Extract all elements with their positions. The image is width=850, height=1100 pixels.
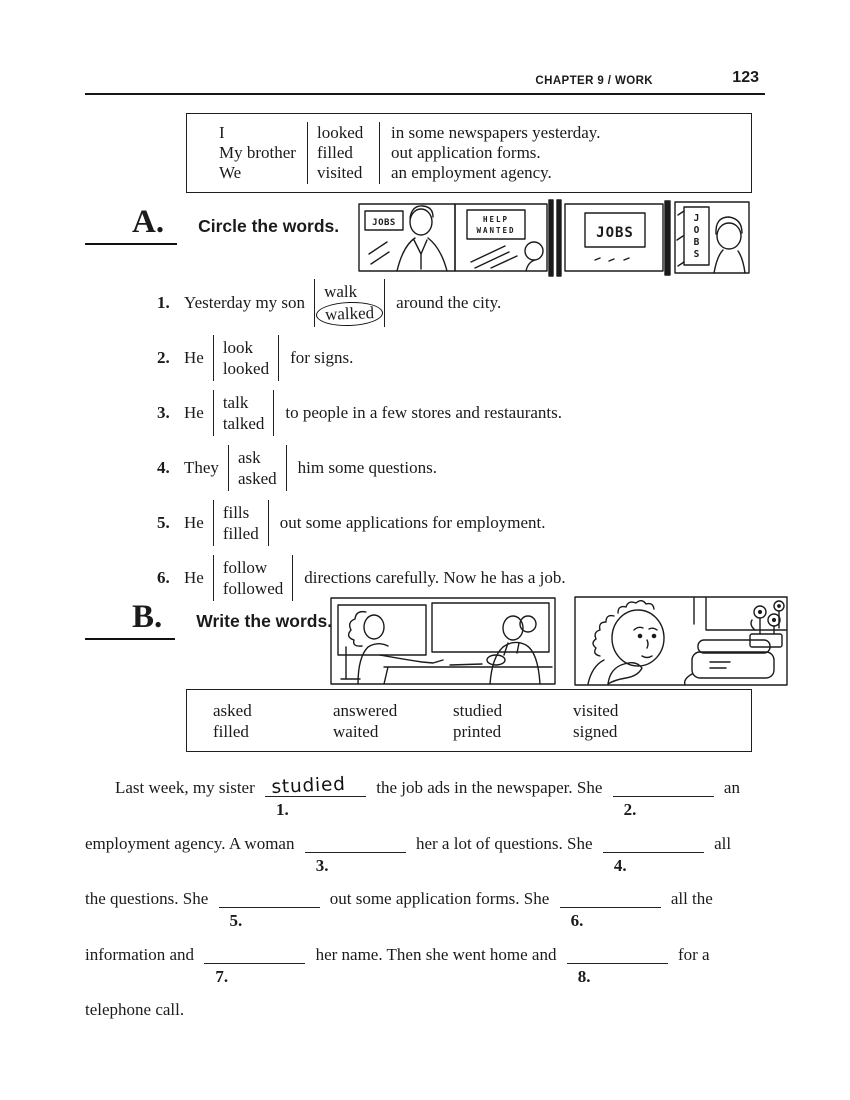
item-number: 1. [157,293,170,312]
example-subject: We [219,163,242,182]
choice-word-top[interactable]: fills [222,503,250,522]
word-bank-word: printed [453,721,502,741]
woman-curly-hair-side [593,616,614,656]
example-verb: looked [317,123,364,142]
blank-number: 5. [229,911,243,930]
window [432,603,549,652]
item-text-after: him some questions. [297,458,437,477]
choice-word-bottom[interactable]: filled [222,524,259,543]
item-text-after: out some applications for employment. [279,513,546,532]
woman-head [717,223,741,249]
word-bank-column-3 [453,700,573,742]
handwritten-answer: studied [271,773,347,799]
fill-blank-3[interactable] [305,835,406,875]
choice-word-top[interactable]: ask [237,448,261,467]
item-text-after: around the city. [396,293,502,312]
paper-on-desk [450,664,482,665]
section-a-title: Circle the words. [198,216,340,236]
window-reflection-lines [369,242,389,264]
section-a-letter: A. [132,204,165,240]
word-choice-box [213,555,293,601]
example-predicate: out application forms. [391,143,541,162]
section-a-heading [85,206,339,245]
story-text: an [723,778,740,797]
story-text: Last week, my sister [115,778,255,797]
blank-number: 1. [276,800,289,819]
fill-blank-5[interactable] [219,890,320,930]
example-predicates-column [380,123,600,183]
door-frame-bar [549,200,553,276]
onlooker-shoulder [526,260,535,271]
story-text: out some application forms. She [329,889,550,908]
man-head [410,209,432,235]
help-sign-text: HELP [482,215,510,224]
example-predicate: in some newspapers yesterday. [391,123,601,142]
flower-center [778,605,780,607]
word-choice-box [213,335,279,381]
word-bank-word: filled [213,721,249,741]
onlooker-head [525,242,543,260]
blank-number: 4. [613,855,627,875]
example-subjects-column [187,123,307,183]
interviewer-arm-with-pen [380,655,443,663]
item-text-before: He [184,403,204,422]
blank-number: 2. [623,800,637,819]
choice-word-bottom[interactable]: asked [237,469,277,488]
item-text-after: for signs. [290,348,354,367]
woman-eye [652,634,655,637]
item-number: 2. [157,348,170,367]
story-text: her name. Then she went home and [315,944,557,964]
choice-word-top[interactable]: walk [324,282,358,301]
word-bank-word: signed [573,721,618,741]
applicant-head [503,616,523,640]
example-predicate: an employment agency. [391,163,552,182]
item-text-before: He [184,513,204,532]
jobs-sign-text: JOBS [372,218,396,228]
man-lapels [414,240,427,254]
woman-headscarf [716,217,742,234]
choice-word-top[interactable]: follow [222,558,268,577]
fill-blank-7[interactable] [204,946,305,986]
vertical-jobs-letter: J [693,213,700,224]
example-sentence-box [186,113,752,193]
item-text-before: They [184,458,219,477]
word-bank-word: waited [333,721,379,741]
storefront-panel-4 [675,202,749,273]
page-header [85,71,765,93]
item-text-after: directions carefully. Now he has a job. [304,568,566,587]
example-subject: My brother [219,143,296,162]
example-subject: I [219,123,225,142]
story-text: all the [670,889,713,908]
panel-frame [575,597,787,685]
interviewer-hair [349,612,366,646]
storefront-panel-1 [359,204,455,271]
wanted-sign-text: WANTED [476,226,516,235]
chapter-label: CHAPTER 9 / WORK [535,75,653,87]
blank-number: 6. [570,911,584,930]
item-text-after: to people in a few stores and restaurants. [285,403,563,422]
telephone-base [692,652,774,678]
fill-blank-4[interactable] [603,835,704,875]
chair [341,647,360,679]
word-bank-column-1 [213,700,333,742]
flower-center [773,619,776,622]
woman-eye [638,634,641,637]
fill-blank-1[interactable] [265,773,366,819]
vertical-jobs-letter: B [693,237,700,248]
story-text: information and [85,944,195,964]
woman-mouth [642,656,652,658]
choice-word-top[interactable]: look [222,338,254,357]
fill-blank-2[interactable] [613,779,714,819]
interviewer-head [364,615,384,639]
interviewer-body [358,644,388,684]
vertical-jobs-letter: S [693,249,700,260]
choice-word-bottom[interactable]: looked [222,359,270,378]
fill-blank-6[interactable] [560,890,661,930]
section-b-letter: B. [132,599,163,635]
word-choice-box [213,390,275,436]
item-number: 5. [157,513,170,532]
word-bank-word: studied [453,700,503,720]
exercise-item-5 [150,501,790,545]
word-choice-box [228,445,287,491]
man-shoulder [428,238,447,271]
word-bank-box [186,689,752,752]
exercise-item-4 [150,446,790,490]
word-bank-column-2 [333,700,453,742]
exercise-item-1 [150,281,790,325]
section-b-letterbox [85,601,175,640]
story-line-3 [85,888,785,944]
woman-shoulder [588,660,604,684]
example-verb: visited [317,163,363,182]
storefront-jobs-illustration [357,198,751,278]
story-text: her a lot of questions. She [415,833,593,853]
exercise-item-2 [150,336,790,380]
floor-speckles [595,258,629,261]
door-frame-bar [665,201,670,275]
example-verbs-column [307,122,380,184]
item-text-before: He [184,568,204,587]
item-number: 3. [157,403,170,422]
word-choice-box [213,500,269,546]
exercise-item-3 [150,391,790,435]
story-text: employment agency. A woman [85,833,295,853]
exercise-a-items [150,281,790,611]
door-frame-bar [557,200,561,276]
window-reflection-lines [471,246,517,268]
example-verb: filled [317,143,353,162]
choice-word-bottom-circled[interactable]: walked [316,301,384,327]
telephone-buttons [710,662,730,668]
story-line-1 [85,773,785,833]
section-b-title: Write the words. [196,611,333,631]
word-bank-column-4 [573,700,693,742]
blank-number: 7. [215,966,229,986]
man-shoulder [397,238,415,271]
story-text: telephone call. [85,1000,185,1019]
woman-shoulders [714,250,745,273]
blank-number: 3. [315,855,329,875]
story-text: the job ads in the newspaper. She [376,778,603,797]
jobs-sign-text: JOBS [596,225,634,241]
woman-curly-hair-top [618,601,654,613]
window-reflection-lines [677,211,684,266]
story-text: for a [677,944,710,964]
header-rule [85,93,765,95]
word-bank-word: asked [213,700,252,720]
story-line-2 [85,833,785,889]
blank-number: 8. [577,966,591,986]
panel-frame [331,598,555,684]
story-line-5 [85,999,785,1055]
word-bank-word: visited [573,700,619,720]
woman-eyebrows [634,627,657,630]
desk [384,667,552,684]
section-a-letterbox [85,206,177,245]
woman-head [612,610,664,666]
interview-illustration [330,597,556,685]
choice-word-bottom[interactable]: followed [222,579,284,598]
item-number: 4. [157,458,170,477]
section-b-heading [85,601,332,640]
flower-center [759,611,762,614]
choice-word-bottom[interactable]: talked [222,414,265,433]
choice-word-top[interactable]: talk [222,393,249,412]
word-bank-word: answered [333,700,398,720]
exercise-item-6 [150,556,790,600]
item-text-before: He [184,348,204,367]
story-line-4 [85,944,785,1000]
story-text: the questions. She [85,889,209,908]
word-choice-box [314,279,385,327]
vertical-jobs-letter: O [693,225,700,236]
story-text: all [714,833,732,853]
fill-blank-8[interactable] [567,946,668,986]
woman-nose [647,640,648,648]
fill-in-story [85,773,785,1055]
telephone-cord [685,674,692,685]
item-number: 6. [157,568,170,587]
waiting-by-phone-illustration [574,596,788,686]
applicant-body [490,642,540,684]
page-number: 123 [732,69,759,86]
item-text-before: Yesterday my son [184,293,306,312]
